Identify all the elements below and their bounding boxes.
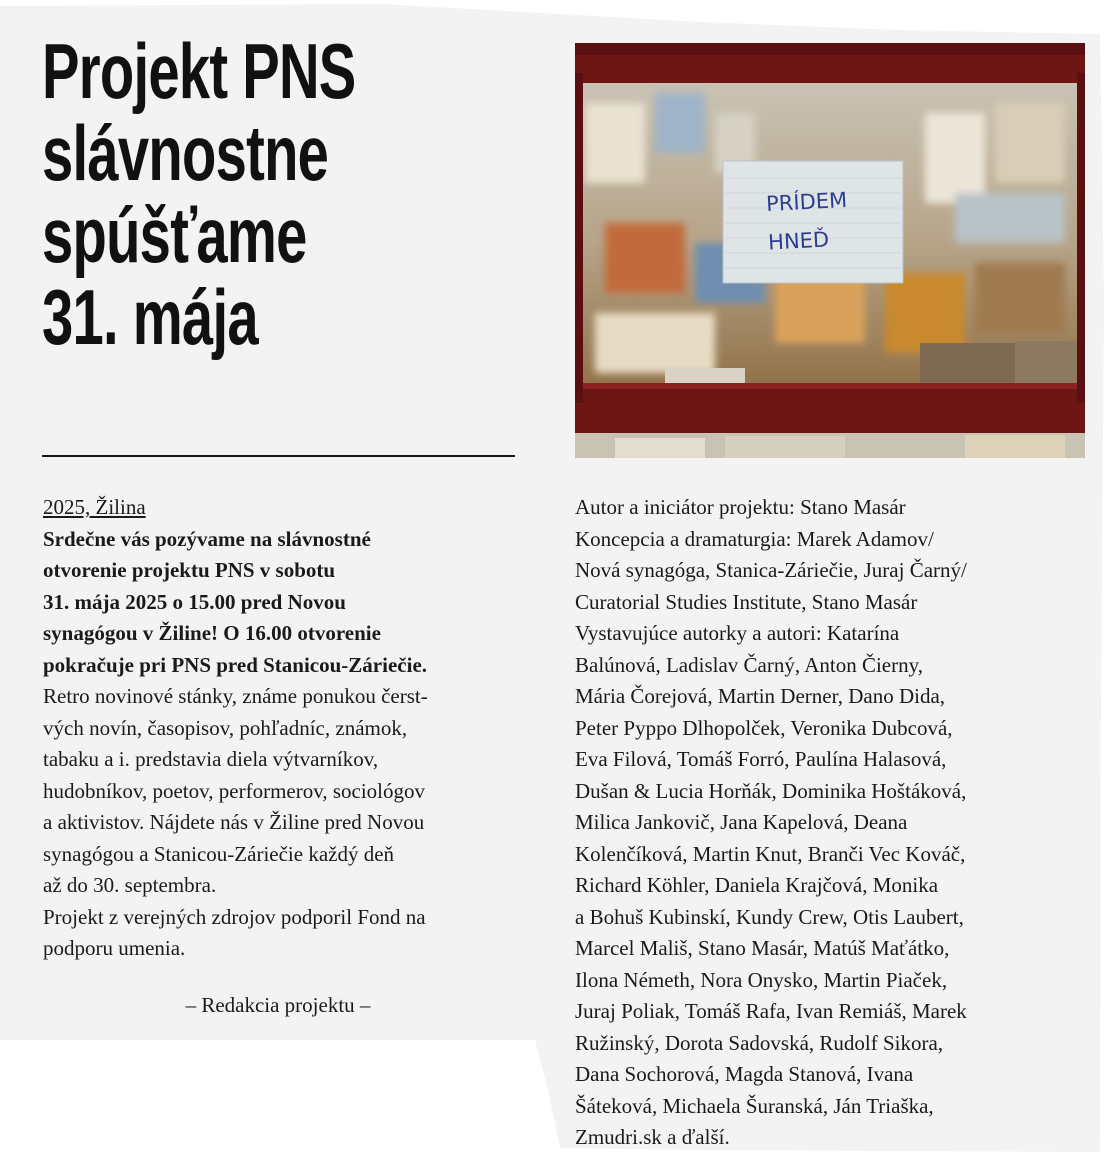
credits-line: Nová synagóga, Stanica-Záriečie, Juraj Čarný/ <box>575 558 967 582</box>
headline-line: 31. mája <box>42 273 258 361</box>
lead-line: Srdečne vás pozývame na slávnostné <box>43 526 371 551</box>
credits-line: Dušan & Lucia Horňák, Dominika Hoštáková, <box>575 778 967 803</box>
credits-line: Eva Filová, Tomáš Forró, Paulína Halasová, <box>575 747 947 771</box>
credits-line: Autor a iniciátor projektu: Stano Masár <box>575 495 906 519</box>
credits-line: Kolenčíková, Martin Knut, Branči Vec Kováč, <box>575 841 966 866</box>
credits-line: Ilona Németh, Nora Onysko, Martin Piaček, <box>575 967 948 992</box>
body-line: vých novín, časopisov, pohľadníc, známok, <box>43 715 408 740</box>
article-column <box>43 492 523 965</box>
newsstand-photo <box>575 43 1085 458</box>
article-lead <box>43 524 523 682</box>
headline <box>42 27 388 361</box>
credits-line: Šáteková, Michaela Šuranská, Ján Triaška, <box>575 1093 934 1118</box>
credits-line: Koncepcia a dramaturgia: Marek Adamov/ <box>575 526 934 551</box>
lead-line: 31. mája 2025 o 15.00 pred Novou <box>43 589 346 614</box>
body-line: podporu umenia. <box>43 936 186 960</box>
credits-text <box>575 492 1075 1154</box>
credits-line: Curatorial Studies Institute, Stano Masár <box>575 589 918 614</box>
body-line: Retro novinové stánky, známe ponukou čerst- <box>43 684 428 708</box>
lead-line: otvorenie projektu PNS v sobotu <box>43 558 336 582</box>
credits-line: a Bohuš Kubinskí, Kundy Crew, Otis Laubert, <box>575 904 964 929</box>
headline-line: Projekt PNS <box>42 27 356 115</box>
headline-divider <box>42 455 515 457</box>
credits-line: Balúnová, Ladislav Čarný, Anton Čierny, <box>575 652 923 677</box>
credits-line: Mária Čorejová, Martin Derner, Dano Dida, <box>575 684 946 708</box>
body-line: Projekt z verejných zdrojov podporil Fond na <box>43 904 426 929</box>
signature: – Redakcia projektu – <box>185 993 371 1017</box>
lead-line: pokračuje pri PNS pred Stanicou-Záriečie. <box>43 652 428 677</box>
body-line: a aktivistov. Nájdete nás v Žiline pred Novou <box>43 810 425 834</box>
credits-line: Zmudri.sk a ďalší. <box>575 1125 730 1149</box>
credits-line: Vystavujúce autorky a autori: Katarína <box>575 621 900 645</box>
headline-line: spúšťame <box>42 191 307 279</box>
place-date: 2025, Žilina <box>43 495 146 519</box>
body-line: tabaku a i. predstavia diela výtvarníkov, <box>43 747 379 771</box>
sign-line: PRÍDEM <box>765 187 848 217</box>
body-line: až do 30. septembra. <box>43 873 217 897</box>
body-line: synagógou a Stanicou-Záriečie každý deň <box>43 841 395 866</box>
credits-line: Dana Sochorová, Magda Stanová, Ivana <box>575 1062 914 1086</box>
credits-line: Peter Pyppo Dlhopolček, Veronika Dubcová, <box>575 715 953 740</box>
credits-line: Milica Jankovič, Jana Kapelová, Deana <box>575 810 908 834</box>
credits-line: Marcel Mališ, Stano Masár, Matúš Maťátko, <box>575 936 950 960</box>
lead-line: synagógou v Žiline! O 16.00 otvorenie <box>43 621 381 645</box>
article-body <box>43 681 523 965</box>
headline-line: slávnostne <box>42 109 329 197</box>
credits-line: Richard Köhler, Daniela Krajčová, Monika <box>575 873 939 897</box>
credits-column <box>575 492 1075 1154</box>
credits-line: Ružinský, Dorota Sadovská, Rudolf Sikora, <box>575 1030 944 1055</box>
sign-line: HNEĎ <box>767 227 830 255</box>
credits-line: Juraj Poliak, Tomáš Rafa, Ivan Remiáš, Marek <box>575 999 967 1023</box>
body-line: hudobníkov, poetov, performerov, sociológov <box>43 778 426 803</box>
